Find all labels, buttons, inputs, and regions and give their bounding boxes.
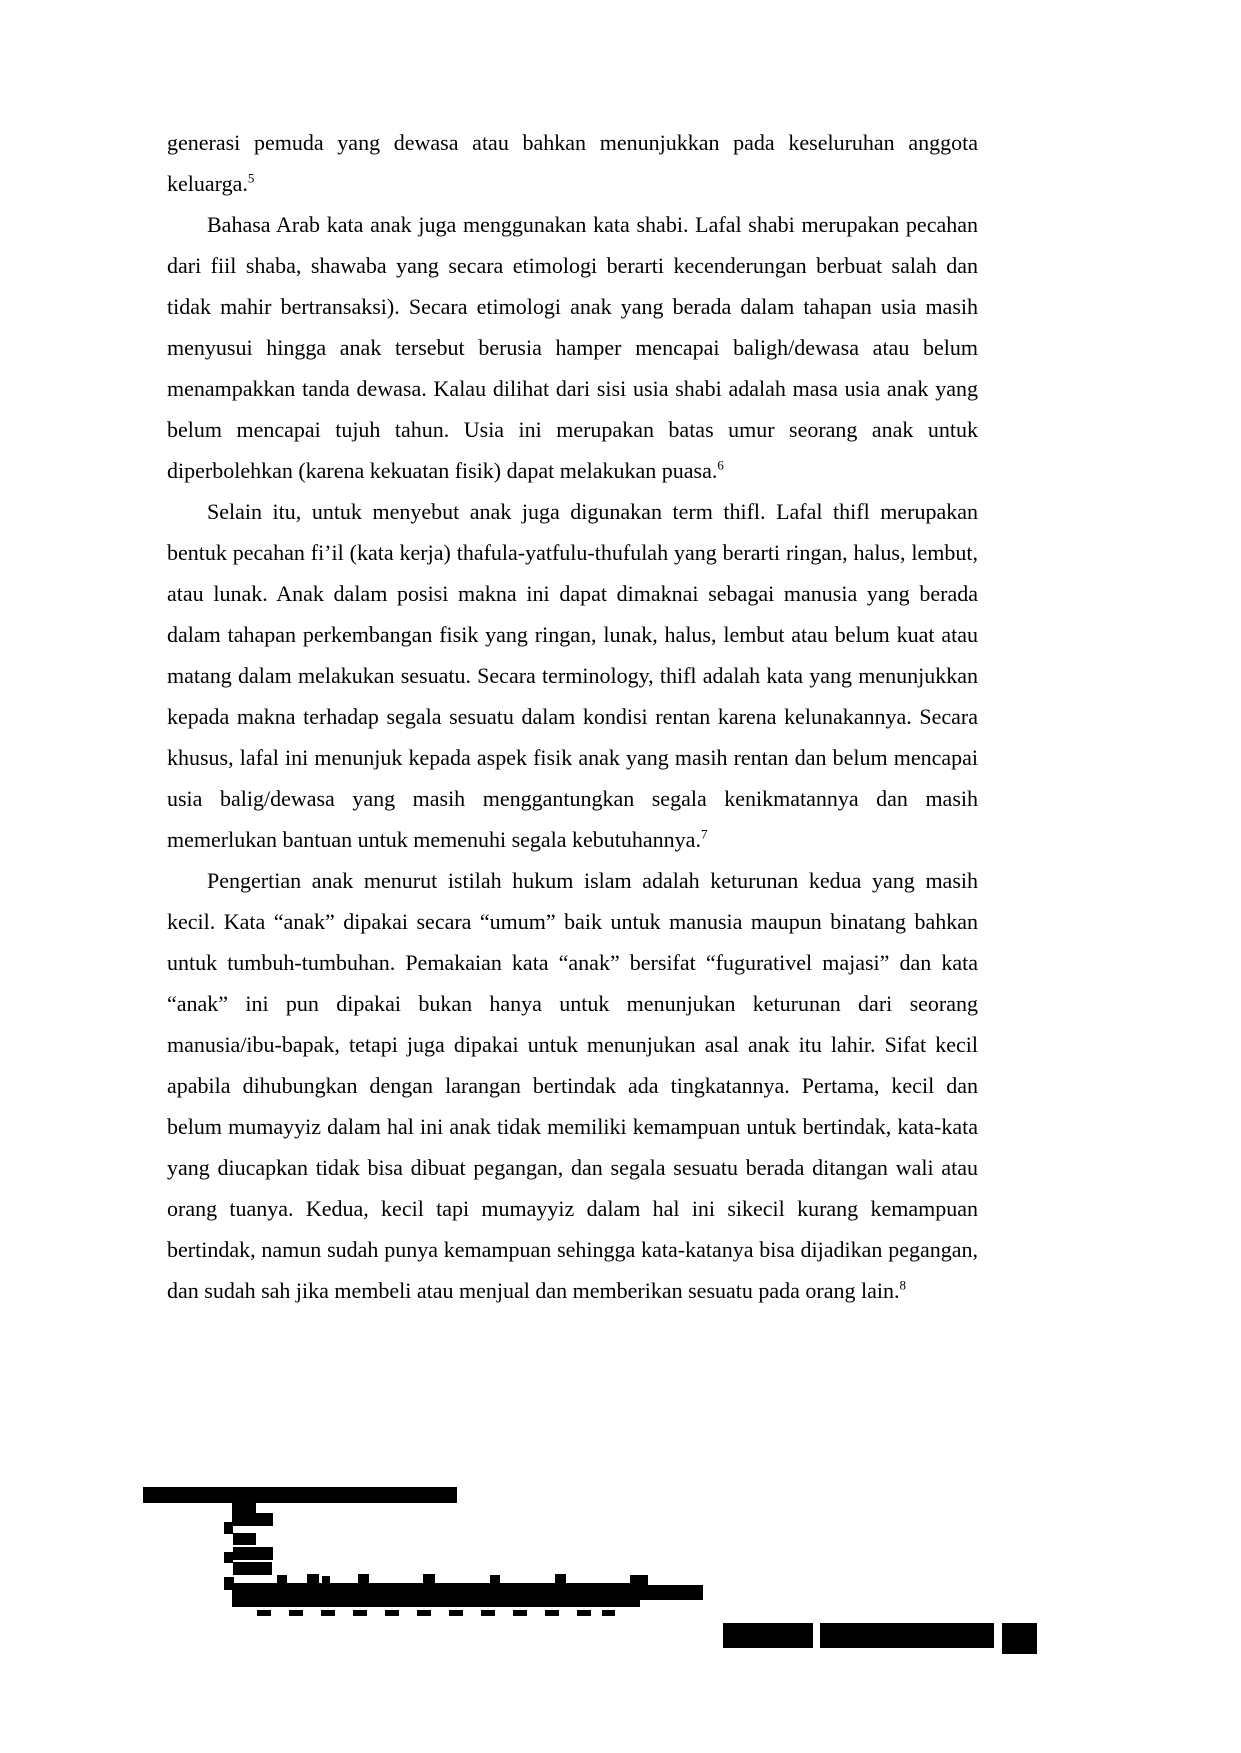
paragraph-1-text: generasi pemuda yang dewasa atau bahkan menunjukkan pada keseluruhan anggota keluarga. [167,130,978,196]
redaction-block [233,1562,272,1575]
redaction-block [449,1610,463,1616]
paragraph-3 [167,491,978,860]
paragraph-1 [167,122,978,204]
redaction-block [353,1610,367,1616]
redaction-block [555,1574,566,1584]
paragraph-3-text: Selain itu, untuk menyebut anak juga digunakan term thifl. Lafal thifl merupakan bentuk pecahan fi’il (kata kerja) thafula-yatfulu-thufulah yang berarti ringan, halus, lembut, atau lunak. Anak dalam posisi makna ini dapat dimaknai sebagai manusia yang berada dalam tahapan perkembangan fisik yang ringan, lunak, halus, lembut atau belum kuat atau matang dalam melakukan sesuatu. Secara terminology, thifl adalah kata yang menunjukkan kepada makna terhadap segala sesuatu dalam kondisi rentan karena kelunakannya. Secara khusus, lafal ini menunjuk kepada aspek fisik anak yang masih rentan dan belum mencapai usia balig/dewasa yang masih menggantungkan segala kenikmatannya dan masih memerlukan bantuan untuk memenuhi segala kebutuhannya. [167,499,978,852]
redaction-block [277,1575,287,1584]
redaction-block [417,1610,431,1616]
redaction-block [233,1533,256,1545]
redaction-block [232,1503,256,1514]
redaction-block [224,1522,233,1534]
redaction-block [307,1574,319,1584]
redaction-block [232,1513,273,1526]
footnote-ref-6: 6 [717,457,724,473]
redaction-block [232,1583,640,1607]
paragraph-4 [167,860,978,1311]
redaction-block [513,1610,527,1616]
redaction-block [577,1610,591,1616]
redaction-block [820,1623,994,1648]
redaction-block [143,1487,457,1503]
redaction-block [322,1576,330,1584]
paragraph-4-text: Pengertian anak menurut istilah hukum islam adalah keturunan kedua yang masih kecil. Kata “anak” dipakai secara “umum” baik untuk manusia maupun binatang bahkan untuk tumbuh-tumbuhan. Pemakaian kata “anak” bersifat “fugurativel majasi” dan kata “anak” ini pun dipakai bukan hanya untuk menunjukan keturunan dari seorang manusia/ibu-bapak, tetapi juga dipakai untuk menunjukan asal anak itu lahir. Sifat kecil apabila dihubungkan dengan larangan bertindak ada tingkatannya. Pertama, kecil dan belum mumayyiz dalam hal ini anak tidak memiliki kemampuan untuk bertindak, kata-kata yang diucapkan tidak bisa dibuat pegangan, dan segala sesuatu berada ditangan wali atau orang tuanya. Kedua, kecil tapi mumayyiz dalam hal ini sikecil kurang kemampuan bertindak, namun sudah punya kemampuan sehingga kata-katanya bisa dijadikan pegangan, dan sudah sah jika membeli atau menjual dan memberikan sesuatu pada orang lain. [167,868,978,1303]
redaction-block [224,1552,233,1563]
redaction-block [723,1623,813,1648]
redaction-block [385,1610,399,1616]
redaction-block [233,1547,273,1560]
redaction-block [1002,1623,1037,1654]
footnote-ref-5: 5 [247,170,255,186]
redaction-block [630,1575,648,1585]
redaction-block [481,1610,495,1616]
footnote-ref-8: 8 [899,1277,906,1293]
redaction-block [321,1610,335,1616]
redaction-block [545,1610,559,1616]
footnote-ref-7: 7 [700,826,708,842]
paragraph-2 [167,204,978,491]
redaction-block [224,1577,234,1590]
redaction-block [289,1610,303,1616]
redaction-block [423,1574,435,1584]
redaction-block [358,1574,369,1584]
body-text [167,122,978,1311]
paragraph-2-text: Bahasa Arab kata anak juga menggunakan kata shabi. Lafal shabi merupakan pecahan dari fiil shaba, shawaba yang secara etimologi berarti kecenderungan berbuat salah dan tidak mahir bertransaksi). Secara etimologi anak yang berada dalam tahapan usia masih menyusui hingga anak tersebut berusia hamper mencapai baligh/dewasa atau belum menampakkan tanda dewasa. Kalau dilihat dari sisi usia shabi adalah masa usia anak yang belum mencapai tujuh tahun. Usia ini merupakan batas umur seorang anak untuk diperbolehkan (karena kekuatan fisik) dapat melakukan puasa. [167,212,978,483]
redaction-block [602,1610,615,1616]
redaction-block [490,1575,500,1584]
redaction-block [640,1585,703,1600]
redaction-block [257,1610,271,1616]
